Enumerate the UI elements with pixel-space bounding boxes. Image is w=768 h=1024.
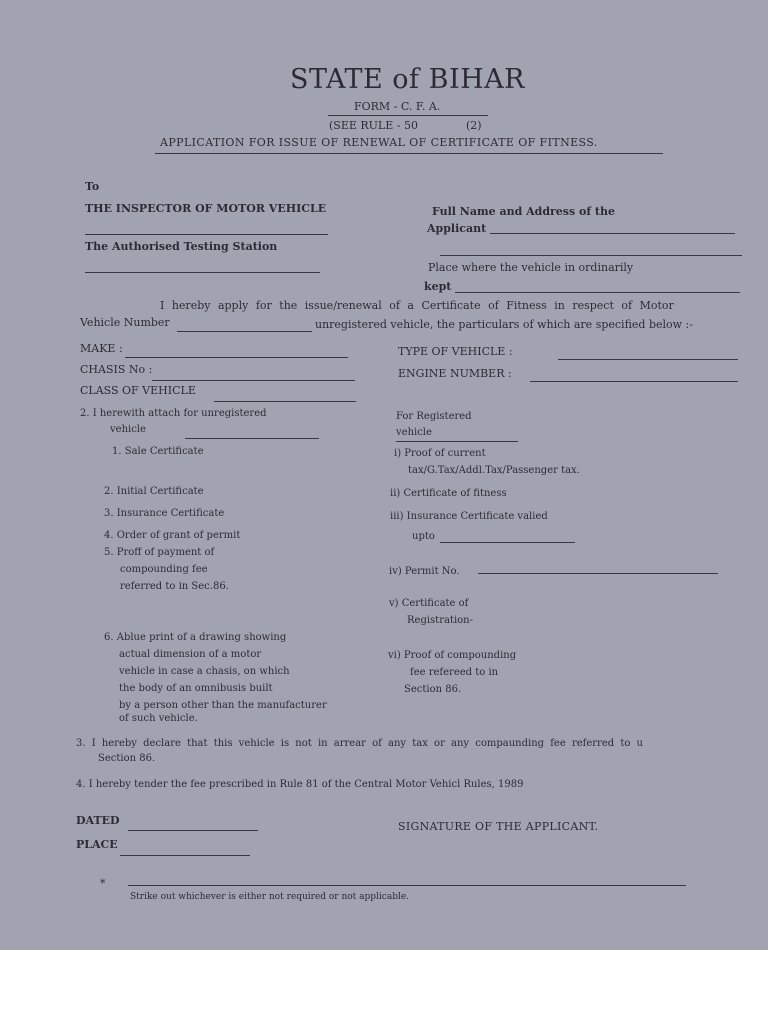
list-item: 5. Proff of payment of xyxy=(104,547,215,558)
inspector-label: THE INSPECTOR OF MOTOR VEHICLE xyxy=(85,202,327,215)
list-item: by a person other than the manufacturer xyxy=(119,700,327,711)
permit-number-line[interactable] xyxy=(478,573,718,574)
list-item: iii) Insurance Certificate valied xyxy=(390,511,548,522)
list-item: Registration- xyxy=(407,615,473,626)
applicant-line-2[interactable] xyxy=(440,255,742,256)
testing-station-label: The Authorised Testing Station xyxy=(85,240,278,253)
list-item: vi) Proof of compounding xyxy=(388,650,517,661)
declaration-tax: 3. I hereby declare that this vehicle is not in arrear of any tax or any compaunding fee referred to u xyxy=(76,738,643,749)
make-label: MAKE : xyxy=(80,342,123,355)
rule-sub-number: (2) xyxy=(466,119,482,132)
footnote-line xyxy=(128,885,686,886)
list-item: 2. Initial Certificate xyxy=(104,486,204,497)
type-line[interactable] xyxy=(558,359,738,360)
list-item: Section 86. xyxy=(404,684,462,695)
rule-underline xyxy=(328,115,488,116)
insurance-upto-line[interactable] xyxy=(440,542,575,543)
applicant-line[interactable] xyxy=(490,233,735,234)
application-statement: I hereby apply for the issue/renewal of a Certificate of Fitness in respect of Motor xyxy=(160,299,674,312)
application-statement-end: unregistered vehicle, the particulars of which are specified below :- xyxy=(315,318,693,331)
place-line[interactable] xyxy=(120,855,250,856)
form-number: FORM - C. F. A. xyxy=(354,100,441,113)
list-item: 3. Insurance Certificate xyxy=(104,508,225,519)
applicant-name-label: Full Name and Address of the xyxy=(432,205,615,218)
subject-underline xyxy=(155,153,663,154)
signature-label: SIGNATURE OF THE APPLICANT. xyxy=(398,820,599,833)
list-item: actual dimension of a motor xyxy=(119,649,262,660)
inspector-line[interactable] xyxy=(85,234,328,235)
unregistered-heading: 2. I herewith attach for unregistered xyxy=(80,408,267,419)
dated-line[interactable] xyxy=(128,830,258,831)
footnote-text: Strike out whichever is either not required or not applicable. xyxy=(130,892,410,902)
list-item: upto xyxy=(412,531,435,542)
declaration-fee: 4. I hereby tender the fee prescribed in Rule 81 of the Central Motor Vehicl Rules, 1989 xyxy=(76,779,524,790)
rule-reference: (SEE RULE - 50 xyxy=(329,119,418,132)
place-label: PLACE xyxy=(76,838,118,851)
class-label: CLASS OF VEHICLE xyxy=(80,384,196,397)
list-item: iv) Permit No. xyxy=(389,566,460,577)
testing-station-line[interactable] xyxy=(85,272,320,273)
list-item: i) Proof of current xyxy=(394,448,486,459)
list-item: tax/G.Tax/Addl.Tax/Passenger tax. xyxy=(408,465,580,476)
registered-line[interactable] xyxy=(396,441,518,442)
registered-heading: For Registered xyxy=(396,411,472,422)
chasis-line[interactable] xyxy=(152,380,355,381)
type-label: TYPE OF VEHICLE : xyxy=(398,345,513,358)
form-subject: APPLICATION FOR ISSUE OF RENEWAL OF CERTIFICATE OF FITNESS. xyxy=(160,136,598,149)
kept-label: kept xyxy=(424,280,452,293)
form-title: STATE of BIHAR xyxy=(289,64,526,95)
vehicle-number-label: Vehicle Number xyxy=(80,316,170,329)
applicant-label: Applicant xyxy=(427,222,487,235)
list-item: 1. Sale Certificate xyxy=(112,446,204,457)
list-item: the body of an omnibusis built xyxy=(119,683,273,694)
list-item: vehicle in case a chasis, on which xyxy=(119,666,290,677)
vehicle-number-line[interactable] xyxy=(177,331,312,332)
list-item: 6. Ablue print of a drawing showing xyxy=(104,632,287,643)
declaration-tax-section: Section 86. xyxy=(98,753,156,764)
list-item: fee refereed to in xyxy=(410,667,499,678)
footnote-bullet: * xyxy=(100,877,106,890)
engine-line[interactable] xyxy=(530,381,738,382)
list-item: of such vehicle. xyxy=(119,713,198,724)
dated-label: DATED xyxy=(76,814,120,827)
list-item: ii) Certificate of fitness xyxy=(390,488,507,499)
unregistered-heading-2: vehicle xyxy=(110,424,146,435)
make-line[interactable] xyxy=(125,357,348,358)
to-label: To xyxy=(85,180,100,193)
place-kept-label: Place where the vehicle in ordinarily xyxy=(428,261,634,274)
engine-label: ENGINE NUMBER : xyxy=(398,367,512,380)
list-item: referred to in Sec.86. xyxy=(120,581,229,592)
list-item: compounding fee xyxy=(120,564,208,575)
unregistered-line[interactable] xyxy=(185,438,319,439)
place-kept-line[interactable] xyxy=(455,292,740,293)
class-line[interactable] xyxy=(214,401,356,402)
registered-heading-2: vehicle xyxy=(396,427,432,438)
chasis-label: CHASIS No : xyxy=(80,363,153,376)
list-item: v) Certificate of xyxy=(389,598,469,609)
list-item: 4. Order of grant of permit xyxy=(104,530,241,541)
